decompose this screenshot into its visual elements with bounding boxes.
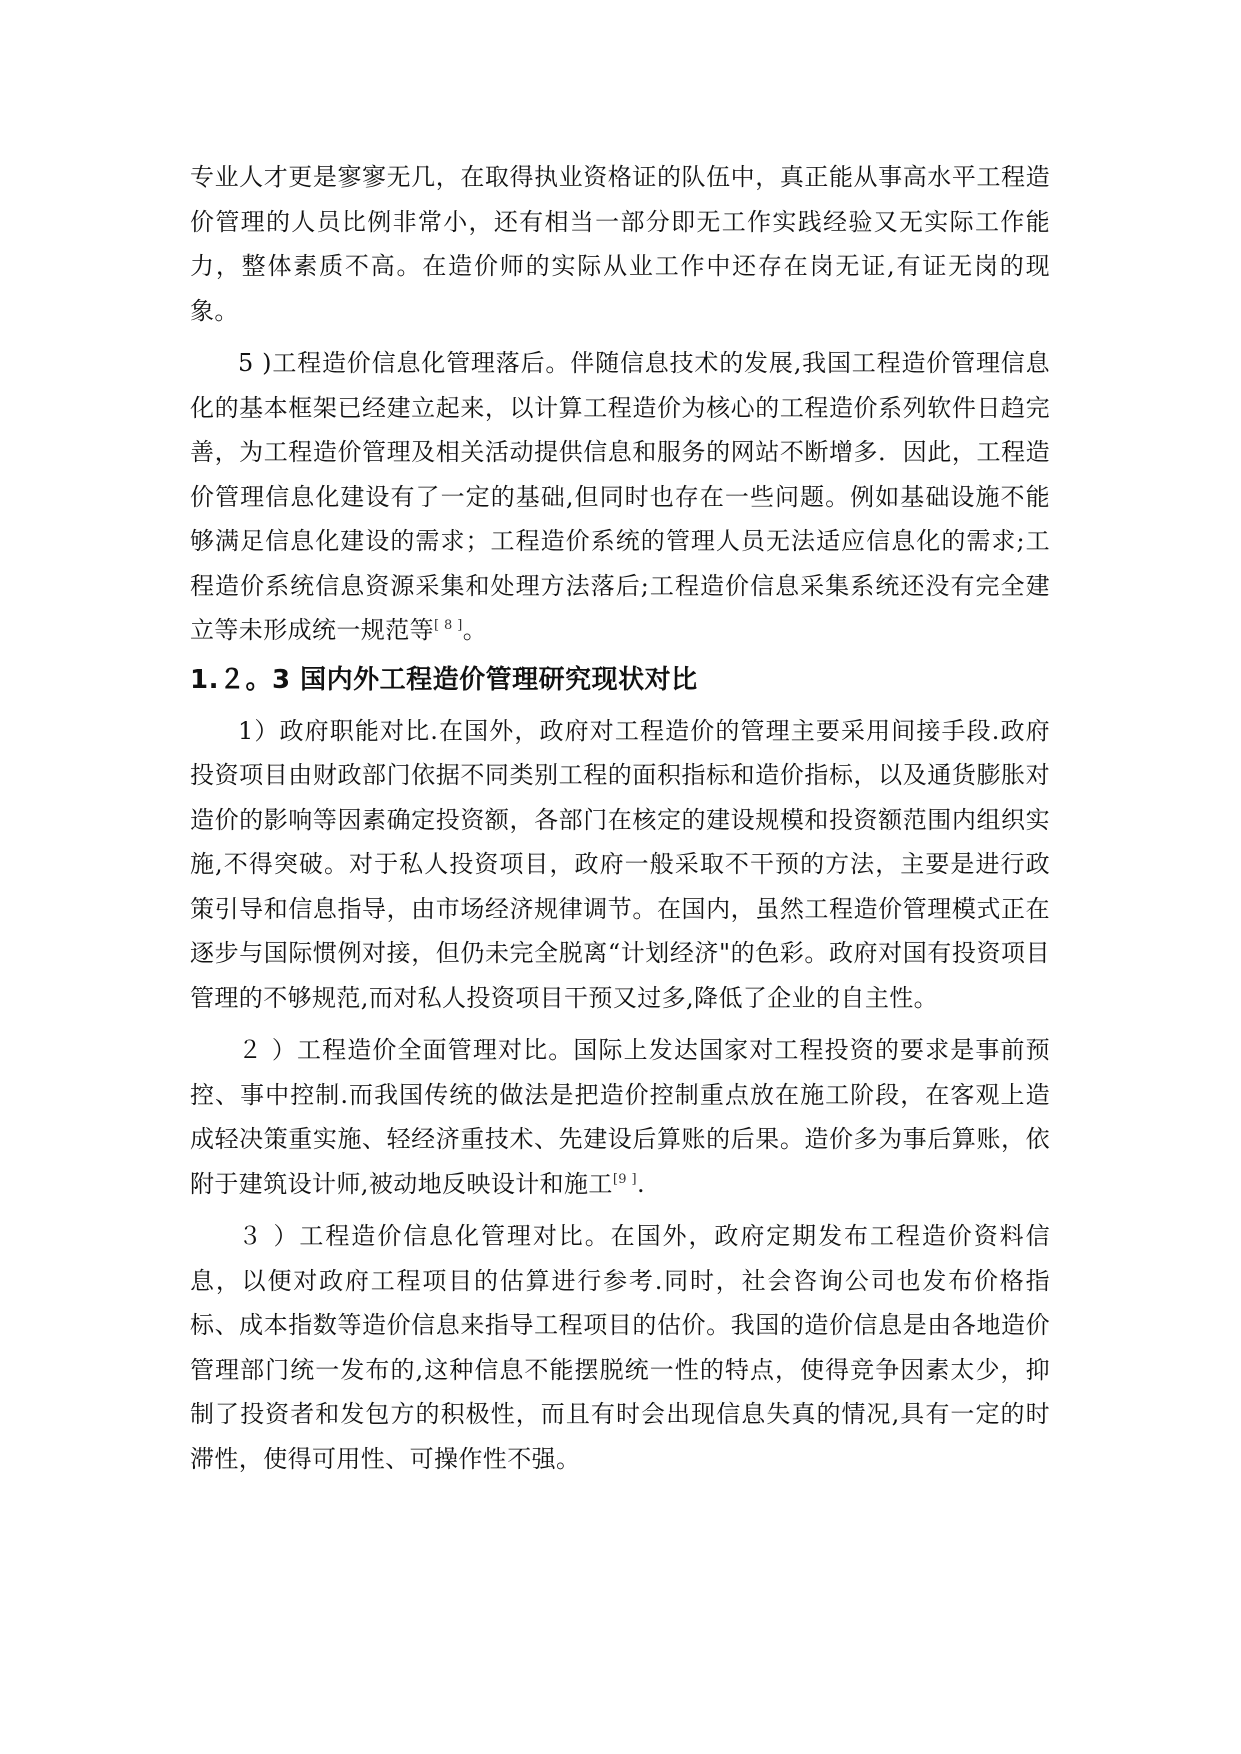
paragraph-government-function (190, 709, 1050, 1021)
paragraph-comprehensive-management (190, 1028, 1050, 1206)
paragraph-end-mark: . (636, 1169, 646, 1198)
section-heading: 1.２。3 国内外工程造价管理研究现状对比 (190, 664, 698, 695)
paragraph-continuation (190, 155, 1050, 333)
paragraph-text: ３ ）工程造价信息化管理对比。在国外，政府定期发布工程造价资料信息，以便对政府工程项目的估算进行参考.同时，社会咨询公司也发布价格指标、成本指数等造价信息来指导工程项目的估价。我国的造价信息是由各地造价管理部门统一发布的,这种信息不能摆脱统一性的特点，使得竞争因素太少，抑制了投资者和发包方的积极性，而且有时会出现信息失真的情况,具有一定的时滞性，使得可用性、可操作性不强。 (190, 1222, 1050, 1473)
paragraph-end-mark: 。 (462, 616, 488, 644)
paragraph-text: 5 )工程造价信息化管理落后。伴随信息技术的发展,我国工程造价管理信息化的基本框架已经建立起来，以计算工程造价为核心的工程造价系列软件日趋完善，为工程造价管理及相关活动提供信息和服务的网站不断增多．因此，工程造价管理信息化建设有了一定的基础,但同时也存在一些问题。例如基础设施不能够满足信息化建设的需求；工程造价系统的管理人员无法适应信息化的需求;工程造价系统信息资源采集和处理方法落后;工程造价信息采集系统还没有完全建立等未形成统一规范等 (190, 349, 1050, 644)
paragraph-text: 专业人才更是寥寥无几，在取得执业资格证的队伍中，真正能从事高水平工程造价管理的人员比例非常小，还有相当一部分即无工作实践经验又无实际工作能力，整体素质不高。在造价师的实际从业工作中还存在岗无证,有证无岗的现象。 (190, 163, 1050, 325)
paragraph-information-management (190, 1214, 1050, 1481)
paragraph-text: ２ ）工程造价全面管理对比。国际上发达国家对工程投资的要求是事前预控、事中控制.而我国传统的做法是把造价控制重点放在施工阶段，在客观上造成轻决策重实施、轻经济重技术、先建设后算账的后果。造价多为事后算账，依附于建筑设计师,被动地反映设计和施工 (190, 1036, 1050, 1198)
document-body (190, 155, 1050, 1481)
citation-8: [ 8 ] (434, 618, 463, 633)
paragraph-informatization (190, 341, 1050, 653)
paragraph-text: 1）政府职能对比.在国外，政府对工程造价的管理主要采用间接手段.政府投资项目由财政部门依据不同类别工程的面积指标和造价指标，以及通货膨胀对造价的影响等因素确定投资额，各部门在核定的建设规模和投资额范围内组织实施,不得突破。对于私人投资项目，政府一般采取不干预的方法，主要是进行政策引导和信息指导，由市场经济规律调节。在国内，虽然工程造价管理模式正在逐步与国际惯例对接，但仍未完全脱离“计划经济"的色彩。政府对国有投资项目管理的不够规范,而对私人投资项目干预又过多,降低了企业的自主性。 (190, 716, 1050, 1012)
citation-9: [9 ] (612, 1171, 637, 1187)
